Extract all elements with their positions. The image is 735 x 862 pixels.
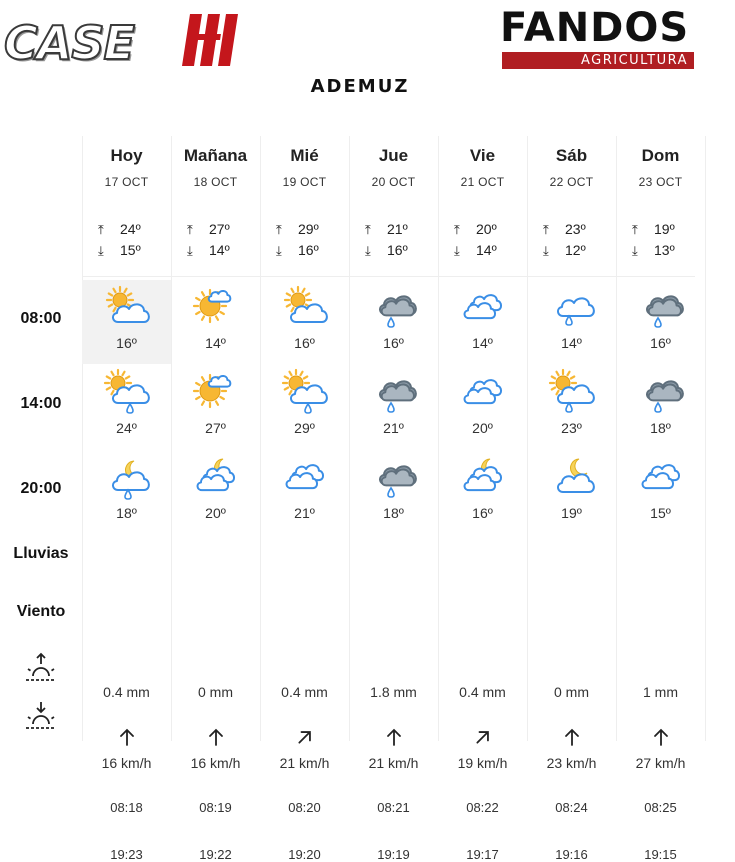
day-column [527, 136, 616, 862]
forecast-slot [438, 450, 527, 534]
weather-sun-cloud-drizzle-icon [549, 371, 595, 417]
max-temp [365, 220, 435, 238]
weather-moon-single-cloud-icon [549, 456, 595, 502]
arrow-down-bar-icon: ⤓ [632, 243, 638, 258]
max-temp-value: 23º [565, 221, 586, 237]
slot-temp: 21º [294, 505, 315, 521]
wind-speed: 16 km/h [190, 755, 241, 771]
rain-amount: 0.4 mm [281, 684, 328, 700]
fandos-logo-subtitle: AGRICULTURA [502, 52, 694, 69]
forecast-slot [616, 450, 705, 534]
weather-rain-cloud-icon [371, 286, 417, 332]
weather-sunny-cloud-icon [193, 286, 239, 332]
wind-speed: 21 km/h [368, 755, 419, 771]
rain-amount: 0.4 mm [103, 684, 150, 700]
forecast-slot [349, 365, 438, 449]
min-temp [276, 241, 346, 259]
sunrise-time: 08:18 [110, 800, 143, 815]
max-temp-value: 21º [387, 221, 408, 237]
sunset-time: 19:17 [466, 847, 499, 862]
rain-amount: 0 mm [198, 684, 233, 700]
grid-line [705, 136, 706, 741]
weather-rain-cloud-icon [638, 371, 684, 417]
slot-temp: 20º [205, 505, 226, 521]
max-temp [454, 220, 524, 238]
weather-sunny-cloud-icon [193, 371, 239, 417]
slot-temp: 16º [116, 335, 137, 351]
case-logo [4, 10, 244, 70]
sunrise-time: 08:21 [377, 800, 410, 815]
day-name: Hoy [110, 146, 143, 165]
min-temp [543, 241, 613, 259]
max-temp-value: 24º [120, 221, 141, 237]
forecast-slot [527, 280, 616, 364]
day-date: 20 OCT [371, 175, 416, 189]
min-temp [365, 241, 435, 259]
row-label-wind: Viento [16, 603, 66, 620]
sunset-time: 19:20 [288, 847, 321, 862]
day-date: 19 OCT [282, 175, 327, 189]
weather-partly-sunny-icon [104, 286, 150, 332]
min-temp-value: 16º [298, 242, 319, 258]
wind-speed: 16 km/h [101, 755, 152, 771]
slot-temp: 16º [294, 335, 315, 351]
sunset-time: 19:23 [110, 847, 143, 862]
arrow-up-bar-icon: ⤒ [454, 222, 460, 237]
weather-cloudy-icon [638, 456, 684, 502]
arrow-up-bar-icon: ⤒ [98, 222, 104, 237]
day-name: Mañana [183, 146, 248, 165]
slot-temp: 16º [383, 335, 404, 351]
sunrise-time: 08:22 [466, 800, 499, 815]
arrow-up-bar-icon: ⤒ [187, 222, 193, 237]
day-column [260, 136, 349, 862]
day-column [616, 136, 705, 862]
arrow-down-bar-icon: ⤓ [454, 243, 460, 258]
slot-temp: 23º [561, 420, 582, 436]
row-label-afternoon: 14:00 [20, 395, 62, 412]
location-title: ADEMUZ [310, 76, 410, 97]
rain-amount: 1 mm [643, 684, 678, 700]
min-temp [187, 241, 257, 259]
max-temp-value: 27º [209, 221, 230, 237]
slot-temp: 18º [116, 505, 137, 521]
sunset-time: 19:19 [377, 847, 410, 862]
sunset-icon [24, 700, 58, 730]
arrow-down-bar-icon: ⤓ [187, 243, 193, 258]
sunrise-icon [24, 652, 58, 682]
weather-rain-cloud-icon [638, 286, 684, 332]
row-label-rain: Lluvias [13, 545, 69, 562]
weather-partly-sunny-icon [282, 286, 328, 332]
slot-temp: 14º [205, 335, 226, 351]
day-column [438, 136, 527, 862]
forecast-slot [82, 450, 171, 534]
max-temp-value: 29º [298, 221, 319, 237]
day-column [82, 136, 171, 862]
weather-sun-cloud-rain-icon [282, 371, 328, 417]
forecast-slot [527, 450, 616, 534]
slot-temp: 27º [205, 420, 226, 436]
case-ih-emblem-icon [180, 12, 242, 68]
arrow-down-bar-icon: ⤓ [543, 243, 549, 258]
forecast-slot [171, 280, 260, 364]
slot-temp: 21º [383, 420, 404, 436]
slot-temp: 16º [650, 335, 671, 351]
arrow-up-bar-icon: ⤒ [543, 222, 549, 237]
sunrise-time: 08:20 [288, 800, 321, 815]
sunset-time: 19:16 [555, 847, 588, 862]
slot-temp: 15º [650, 505, 671, 521]
min-temp-value: 14º [209, 242, 230, 258]
min-temp [454, 241, 524, 259]
case-logo-text: CASE [4, 16, 134, 70]
weather-sun-cloud-rain-icon [104, 371, 150, 417]
forecast-slot [438, 365, 527, 449]
forecast-slot [82, 280, 171, 364]
slot-temp: 20º [472, 420, 493, 436]
day-date: 23 OCT [638, 175, 683, 189]
row-label-evening: 20:00 [20, 480, 62, 497]
forecast-slot [527, 365, 616, 449]
forecast-slot [349, 450, 438, 534]
slot-temp: 16º [472, 505, 493, 521]
min-temp-value: 14º [476, 242, 497, 258]
arrow-down-bar-icon: ⤓ [276, 243, 282, 258]
day-date: 21 OCT [460, 175, 505, 189]
day-date: 18 OCT [193, 175, 238, 189]
weather-cloudy-icon [282, 456, 328, 502]
slot-temp: 18º [383, 505, 404, 521]
min-temp-value: 12º [565, 242, 586, 258]
forecast-slot [260, 450, 349, 534]
row-label-morning: 08:00 [20, 310, 62, 327]
wind-direction-arrow-icon [616, 727, 705, 752]
fandos-logo [500, 6, 696, 70]
day-name: Mié [290, 146, 319, 165]
rain-amount: 0.4 mm [459, 684, 506, 700]
min-temp [98, 241, 168, 259]
weather-rain-cloud-icon [371, 456, 417, 502]
forecast-slot [171, 450, 260, 534]
weather-moon-cloud-icon [460, 456, 506, 502]
min-temp-value: 13º [654, 242, 675, 258]
weather-cloudy-icon [460, 286, 506, 332]
rain-amount: 0 mm [554, 684, 589, 700]
wind-direction-arrow-icon [438, 727, 527, 752]
wind-speed: 27 km/h [635, 755, 686, 771]
forecast-slot [260, 280, 349, 364]
min-temp-value: 16º [387, 242, 408, 258]
slot-temp: 18º [650, 420, 671, 436]
arrow-up-bar-icon: ⤒ [276, 222, 282, 237]
day-date: 17 OCT [104, 175, 149, 189]
max-temp [98, 220, 168, 238]
arrow-up-bar-icon: ⤒ [632, 222, 638, 237]
forecast-slot [616, 280, 705, 364]
max-temp [632, 220, 702, 238]
max-temp [543, 220, 613, 238]
wind-speed: 21 km/h [279, 755, 330, 771]
wind-direction-arrow-icon [527, 727, 616, 752]
forecast-slot [438, 280, 527, 364]
arrow-down-bar-icon: ⤓ [98, 243, 104, 258]
slot-temp: 24º [116, 420, 137, 436]
wind-direction-arrow-icon [82, 727, 171, 752]
min-temp [632, 241, 702, 259]
day-name: Sáb [555, 146, 588, 165]
wind-direction-arrow-icon [349, 727, 438, 752]
wind-direction-arrow-icon [260, 727, 349, 752]
max-temp-value: 20º [476, 221, 497, 237]
min-temp-value: 15º [120, 242, 141, 258]
forecast-slot [171, 365, 260, 449]
day-column [171, 136, 260, 862]
slot-temp: 19º [561, 505, 582, 521]
fandos-logo-name: FANDOS [500, 5, 690, 51]
sunset-time: 19:15 [644, 847, 677, 862]
weather-rain-cloud-icon [371, 371, 417, 417]
slot-temp: 29º [294, 420, 315, 436]
max-temp [187, 220, 257, 238]
day-name: Vie [469, 146, 496, 165]
max-temp-value: 19º [654, 221, 675, 237]
weather-cloud-drizzle-icon [549, 286, 595, 332]
sunrise-time: 08:24 [555, 800, 588, 815]
rain-amount: 1.8 mm [370, 684, 417, 700]
weather-moon-cloud-icon [193, 456, 239, 502]
day-column [349, 136, 438, 862]
arrow-up-bar-icon: ⤒ [365, 222, 371, 237]
sunrise-time: 08:25 [644, 800, 677, 815]
sunset-time: 19:22 [199, 847, 232, 862]
weather-cloudy-icon [460, 371, 506, 417]
forecast-slot [349, 280, 438, 364]
wind-speed: 19 km/h [457, 755, 508, 771]
wind-direction-arrow-icon [171, 727, 260, 752]
slot-temp: 14º [472, 335, 493, 351]
wind-speed: 23 km/h [546, 755, 597, 771]
forecast-slot [260, 365, 349, 449]
day-name: Jue [378, 146, 409, 165]
day-date: 22 OCT [549, 175, 594, 189]
weather-moon-cloud-rain-icon [104, 456, 150, 502]
max-temp [276, 220, 346, 238]
sunrise-time: 08:19 [199, 800, 232, 815]
slot-temp: 14º [561, 335, 582, 351]
arrow-down-bar-icon: ⤓ [365, 243, 371, 258]
forecast-slot [616, 365, 705, 449]
day-name: Dom [641, 146, 680, 165]
forecast-slot [82, 365, 171, 449]
